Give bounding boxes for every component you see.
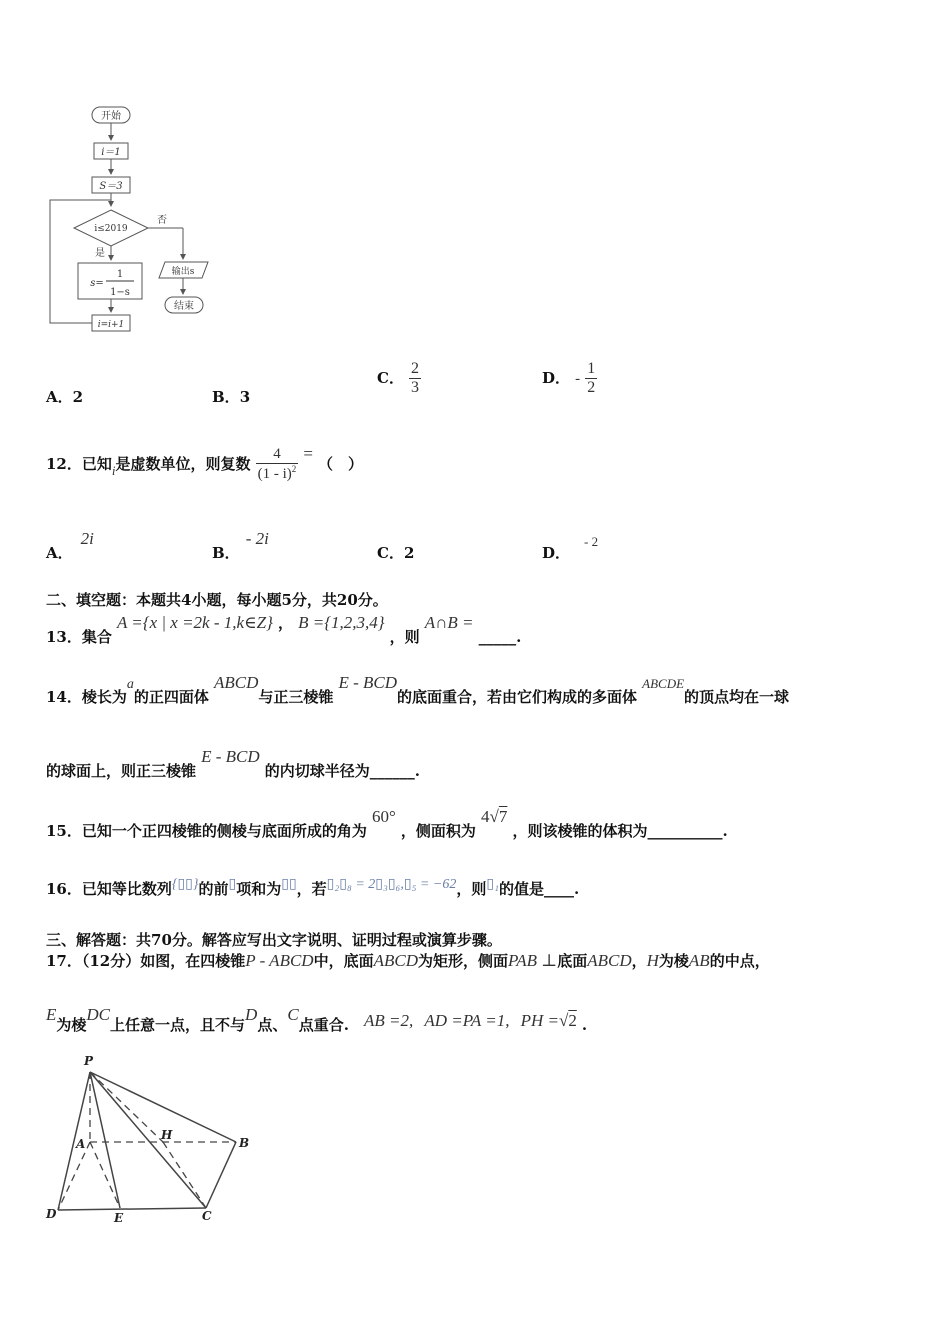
assign-s-label: s= bbox=[90, 278, 104, 289]
vertex-p-label: P bbox=[84, 1054, 94, 1068]
q11-option-a: A．2 bbox=[46, 388, 84, 406]
assign-den-label: 1−s bbox=[110, 287, 130, 298]
increment-label: i=i+1 bbox=[97, 320, 125, 330]
condition-label: i≤2019 bbox=[94, 224, 128, 234]
flowchart bbox=[40, 100, 230, 340]
q12-option-c: C．2 bbox=[377, 544, 415, 562]
start-label: 开始 bbox=[101, 111, 121, 122]
pyramid-figure bbox=[40, 1050, 260, 1230]
section2-heading: 二、填空题：本题共4小题，每小题5分，共20分。 bbox=[46, 591, 388, 609]
vertex-b-label: B bbox=[239, 1136, 250, 1150]
init-s-label: S＝3 bbox=[99, 181, 123, 192]
init-i-label: i＝1 bbox=[101, 147, 121, 158]
assign-num-label: 1 bbox=[116, 269, 124, 280]
vertex-e-label: E bbox=[114, 1211, 124, 1225]
yes-label: 是 bbox=[95, 248, 105, 259]
q11-option-b: B．3 bbox=[212, 388, 251, 406]
q14-line2: 的球面上，则正三棱锥 E - BCD 的内切球半径为______. bbox=[46, 747, 420, 780]
section3-heading: 三、解答题：共70分。解答应写出文字说明、证明过程或演算步骤。 bbox=[46, 931, 502, 949]
q12-option-d: D．- 2 bbox=[542, 534, 599, 562]
vertex-d-label: D bbox=[46, 1207, 57, 1221]
end-label: 结束 bbox=[174, 301, 194, 312]
vertex-h-label: H bbox=[161, 1128, 173, 1142]
output-label: 输出s bbox=[171, 267, 195, 277]
q12-stem: 12．已知$_i$是虚数单位，则复数 $\frac{4}{(1 - i)^2}$ = （ ） bbox=[46, 444, 364, 482]
q12-option-a: A．2i bbox=[46, 529, 94, 562]
vertex-a-label: A bbox=[76, 1137, 86, 1151]
vertex-c-label: C bbox=[202, 1209, 212, 1223]
q15: 15．已知一个正四棱锥的侧棱与底面所成的角为 60° ，侧面积为 4√7 ，则该棱锥的体积为__________. bbox=[46, 807, 728, 840]
q16: 16．已知等比数列{▯▯}的前▯项和为▯▯，若▯₂▯₈ = 2▯₃▯₆,▯₅ = −62，则▯₁的值是____. bbox=[46, 877, 580, 898]
q12-option-b: B．- 2i bbox=[212, 529, 269, 562]
no-label: 否 bbox=[157, 215, 167, 226]
q14-line1: 14．棱长为a的正四面体 ABCD与正三棱锥 E - BCD的底面重合，若由它们构成的多面体 ABCDE的顶点均在一球 bbox=[46, 673, 790, 706]
q13: 13．集合 A ={x | x =2k - 1,k∈Z} ， B ={1,2,3,4} ，则 A∩B = _____. bbox=[46, 613, 522, 646]
q17-line1: 17．（12分）如图，在四棱锥P - ABCD中，底面ABCD为矩形，侧面PAB ⊥底面ABCD，H为棱AB的中点， bbox=[46, 951, 770, 970]
q17-line2: E为棱DC上任意一点，且不与D点、C点重合. AB =2, AD =PA =1, PH =√2 . bbox=[46, 1005, 588, 1034]
q11-option-c: C． $\frac{2}{3}$ bbox=[377, 360, 420, 396]
q11-option-d: D． - $\frac{1}{2}$ bbox=[542, 360, 596, 396]
